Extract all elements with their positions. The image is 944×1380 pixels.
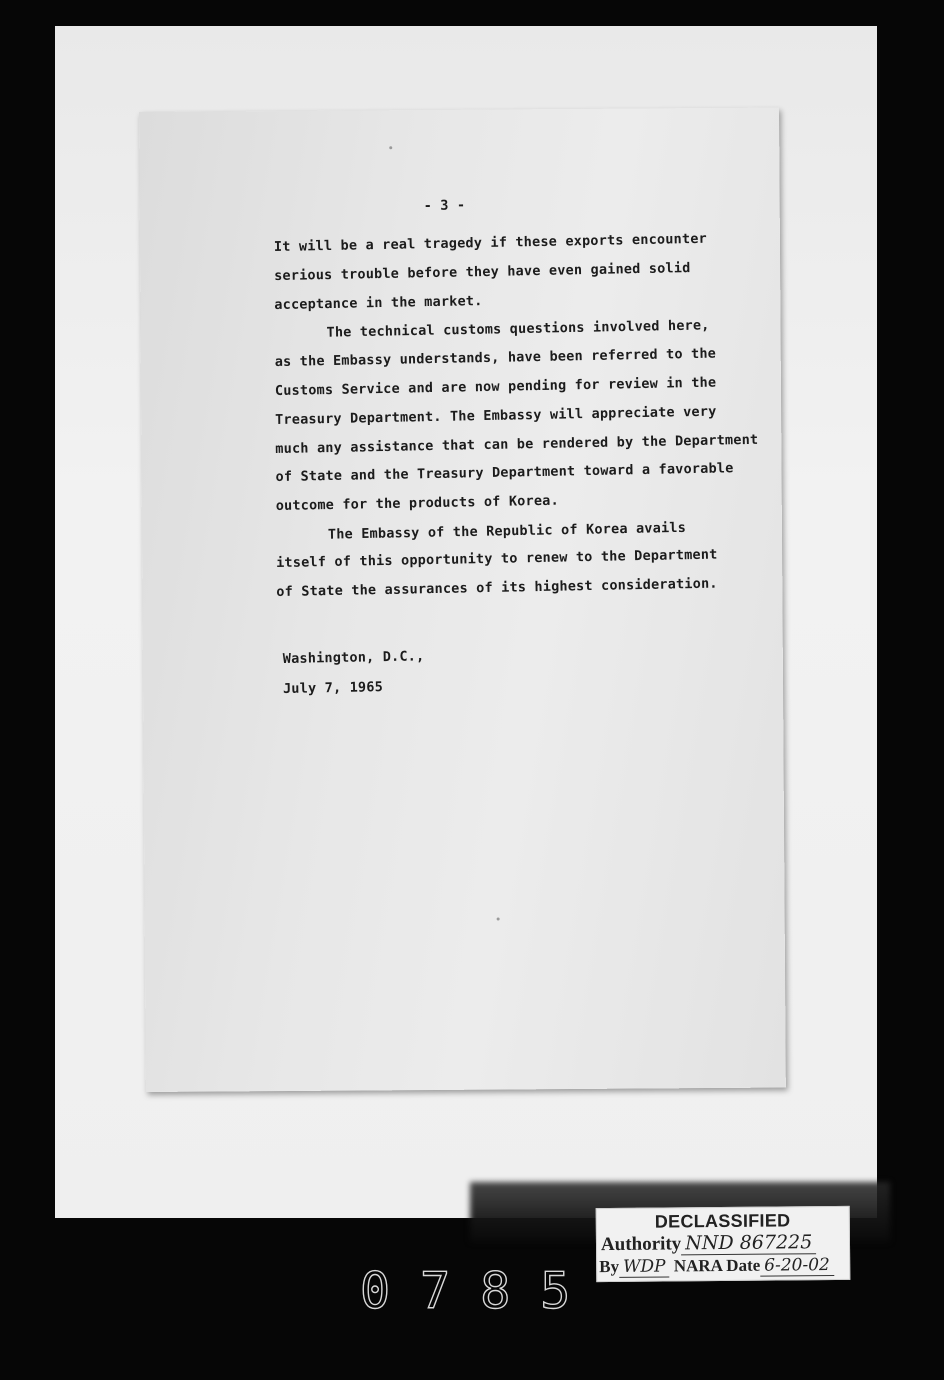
paragraph-2-line-5: much any assistance that can be rendered by the Department (275, 431, 759, 458)
stamp-nara-date-value: 6-20-02 (760, 1255, 834, 1277)
paragraph-2-line-1: The technical customs questions involved here, (326, 317, 710, 341)
stamp-by-label: By (599, 1256, 620, 1277)
stamp-authority-value: NND 867225 (681, 1231, 816, 1255)
stamp-nara-date-label: NARA Date (673, 1255, 761, 1276)
stamp-authority-label: Authority (600, 1233, 682, 1256)
paragraph-1-line-1: It will be a real tragedy if these exports encounter (273, 230, 708, 256)
film-frame-number: 0785 (360, 1262, 601, 1320)
signature-date: July 7, 1965 (282, 679, 384, 698)
paragraph-2-line-2: as the Embassy understands, have been referred to the (274, 345, 717, 371)
page-number: - 3 - (423, 197, 466, 215)
declassified-stamp (596, 1206, 851, 1282)
paragraph-3-line-2: itself of this opportunity to renew to the Department (275, 546, 718, 572)
paragraph-2-line-6: of State and the Treasury Department toward a favorable (275, 460, 734, 486)
paragraph-3-line-1: The Embassy of the Republic of Korea avails (327, 519, 687, 543)
paper-speck (497, 918, 500, 921)
stamp-title: DECLASSIFIED (654, 1210, 791, 1232)
stamp-by-value: WDP (619, 1256, 670, 1277)
paragraph-1-line-2: serious trouble before they have even gained solid (273, 260, 691, 285)
paragraph-3-line-3: of State the assurances of its highest consideration. (276, 575, 718, 601)
paragraph-2-line-4: Treasury Department. The Embassy will appreciate very (275, 403, 717, 429)
paragraph-2-line-3: Customs Service and are now pending for review in the (274, 374, 717, 400)
stamp-authority-row (601, 1231, 816, 1256)
paragraph-1-line-3: acceptance in the market. (274, 293, 483, 314)
typed-page (139, 108, 786, 1092)
signature-place: Washington, D.C., (282, 648, 425, 668)
stamp-by-row (599, 1255, 834, 1277)
paper-speck (389, 146, 392, 149)
paragraph-2-line-7: outcome for the products of Korea. (275, 492, 560, 515)
